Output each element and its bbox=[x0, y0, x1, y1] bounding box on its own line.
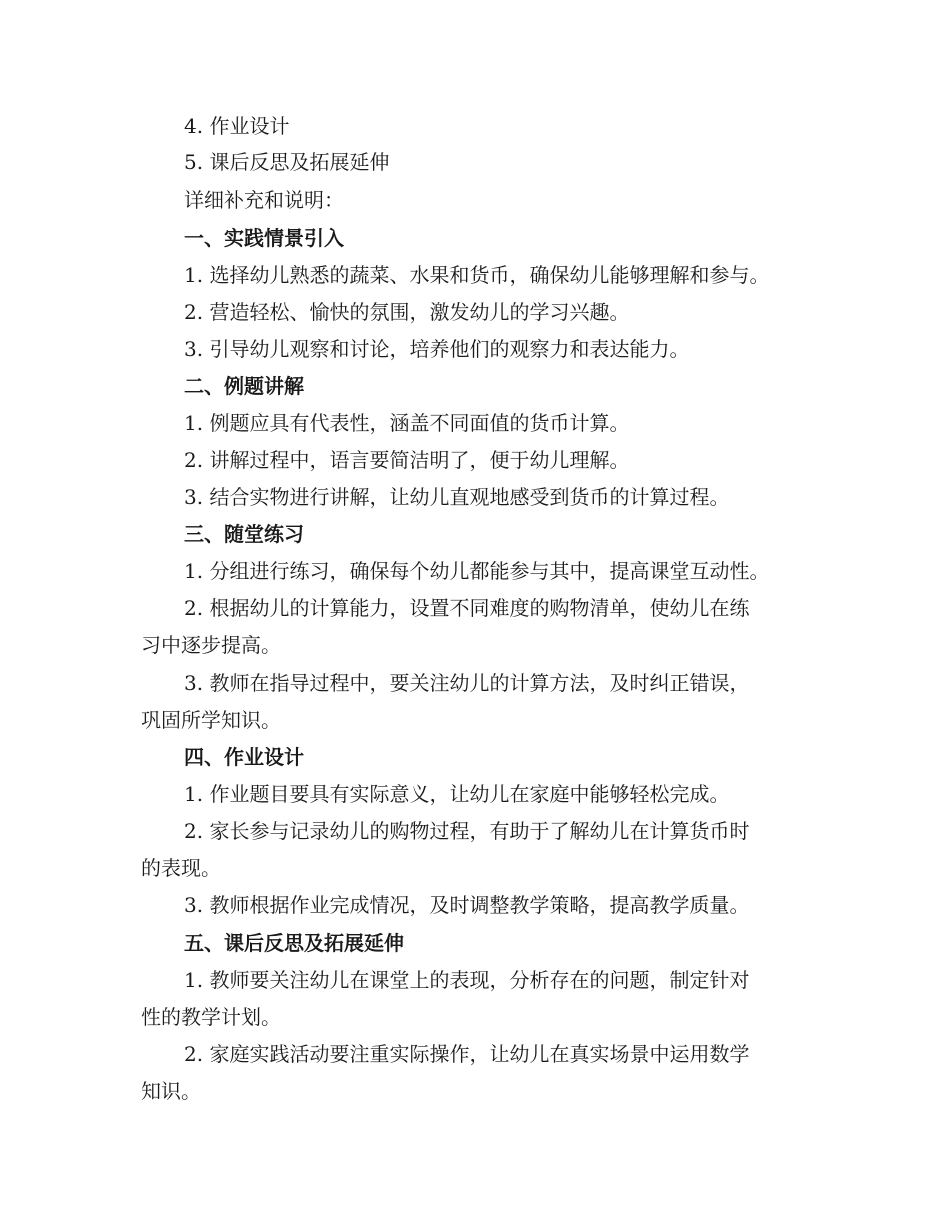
list-item: 1. 教师要关注幼儿在课堂上的表现，分析存在的问题，制定针对 bbox=[184, 968, 750, 992]
list-item: 2. 根据幼儿的计算能力，设置不同难度的购物清单，使幼儿在练 bbox=[184, 596, 750, 620]
list-item: 1. 选择幼儿熟悉的蔬菜、水果和货币，确保幼儿能够理解和参与。 bbox=[184, 263, 770, 287]
section-heading: 四、作业设计 bbox=[184, 745, 304, 769]
list-item-continuation: 性的教学计划。 bbox=[141, 1005, 281, 1029]
list-item-continuation: 的表现。 bbox=[141, 856, 221, 880]
outline-item: 5. 课后反思及拓展延伸 bbox=[184, 150, 390, 174]
list-item-continuation: 巩固所学知识。 bbox=[141, 708, 281, 732]
list-item: 3. 教师在指导过程中，要关注幼儿的计算方法，及时纠正错误， bbox=[184, 671, 750, 695]
list-item: 3. 结合实物进行讲解，让幼儿直观地感受到货币的计算过程。 bbox=[184, 485, 730, 509]
list-item: 1. 分组进行练习，确保每个幼儿都能参与其中，提高课堂互动性。 bbox=[184, 559, 770, 583]
intro-text: 详细补充和说明： bbox=[184, 188, 344, 212]
section-heading: 五、课后反思及拓展延伸 bbox=[184, 931, 404, 955]
list-item: 2. 讲解过程中，语言要简洁明了，便于幼儿理解。 bbox=[184, 448, 630, 472]
list-item-continuation: 习中逐步提高。 bbox=[141, 633, 281, 657]
section-heading: 二、例题讲解 bbox=[184, 374, 304, 398]
list-item: 3. 教师根据作业完成情况，及时调整教学策略，提高教学质量。 bbox=[184, 893, 750, 917]
list-item-continuation: 知识。 bbox=[141, 1079, 201, 1103]
list-item: 2. 家庭实践活动要注重实际操作，让幼儿在真实场景中运用数学 bbox=[184, 1042, 750, 1066]
outline-item: 4. 作业设计 bbox=[184, 114, 290, 138]
list-item: 2. 营造轻松、愉快的氛围，激发幼儿的学习兴趣。 bbox=[184, 300, 630, 324]
list-item: 1. 例题应具有代表性，涵盖不同面值的货币计算。 bbox=[184, 411, 630, 435]
list-item: 1. 作业题目要具有实际意义，让幼儿在家庭中能够轻松完成。 bbox=[184, 782, 730, 806]
list-item: 2. 家长参与记录幼儿的购物过程，有助于了解幼儿在计算货币时 bbox=[184, 819, 750, 843]
section-heading: 三、随堂练习 bbox=[184, 522, 304, 546]
section-heading: 一、实践情景引入 bbox=[184, 226, 344, 250]
list-item: 3. 引导幼儿观察和讨论，培养他们的观察力和表达能力。 bbox=[184, 337, 690, 361]
